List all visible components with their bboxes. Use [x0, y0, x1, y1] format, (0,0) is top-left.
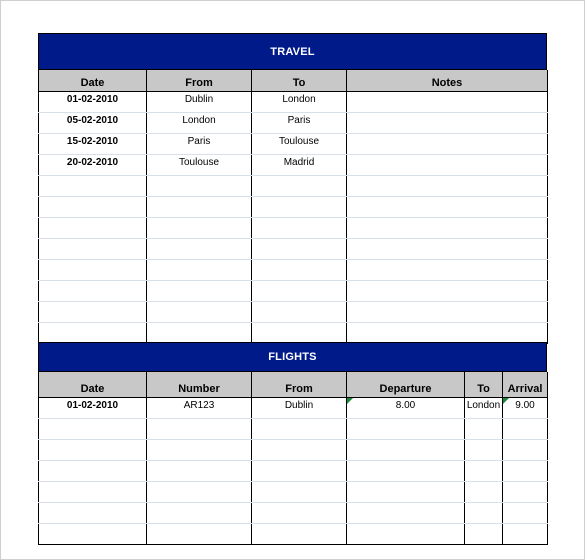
travel-row [39, 134, 548, 155]
flights-row [39, 440, 548, 461]
travel-cell-from[interactable] [147, 218, 252, 239]
travel-row [39, 197, 548, 218]
flights-cell-arrival[interactable] [503, 503, 548, 524]
flights-cell-number[interactable] [147, 461, 252, 482]
flights-cell-from[interactable] [252, 461, 347, 482]
flights-header-departure: Departure [347, 372, 465, 398]
flights-cell-date[interactable]: 01-02-2010 [39, 398, 147, 419]
travel-cell-notes[interactable] [347, 176, 548, 197]
flights-cell-to[interactable] [465, 419, 503, 440]
flights-row [39, 398, 548, 419]
flights-cell-to[interactable] [465, 503, 503, 524]
flights-cell-departure[interactable] [347, 482, 465, 503]
travel-cell-from[interactable] [147, 239, 252, 260]
flights-row [39, 461, 548, 482]
travel-cell-from[interactable]: Dublin [147, 92, 252, 113]
travel-cell-date[interactable] [39, 281, 147, 302]
travel-cell-to[interactable]: Madrid [252, 155, 347, 176]
travel-row [39, 218, 548, 239]
travel-cell-to[interactable]: London [252, 92, 347, 113]
flights-header-from: From [252, 372, 347, 398]
travel-cell-to[interactable] [252, 281, 347, 302]
travel-cell-to[interactable] [252, 197, 347, 218]
travel-cell-notes[interactable] [347, 281, 548, 302]
travel-row [39, 176, 548, 197]
flights-header-to: To [465, 372, 503, 398]
flights-cell-from[interactable] [252, 482, 347, 503]
travel-cell-notes[interactable] [347, 218, 548, 239]
travel-cell-date[interactable]: 15-02-2010 [39, 134, 147, 155]
flights-cell-arrival[interactable] [503, 440, 548, 461]
flights-cell-from[interactable]: Dublin [252, 398, 347, 419]
flights-cell-arrival[interactable]: 9.00 [503, 398, 548, 419]
flights-cell-date[interactable] [39, 419, 147, 440]
flights-cell-number[interactable] [147, 482, 252, 503]
travel-cell-notes[interactable] [347, 260, 548, 281]
travel-header-row [39, 70, 548, 92]
flights-cell-number[interactable] [147, 524, 252, 545]
travel-cell-from[interactable] [147, 302, 252, 323]
travel-row [39, 281, 548, 302]
flights-cell-to[interactable] [465, 440, 503, 461]
travel-cell-date[interactable] [39, 302, 147, 323]
flights-cell-departure[interactable]: 8.00 [347, 398, 465, 419]
travel-cell-to[interactable] [252, 302, 347, 323]
travel-cell-date[interactable]: 01-02-2010 [39, 92, 147, 113]
flights-cell-to[interactable] [465, 524, 503, 545]
travel-row [39, 155, 548, 176]
travel-cell-date[interactable]: 05-02-2010 [39, 113, 147, 134]
flights-cell-date[interactable] [39, 461, 147, 482]
travel-row [39, 239, 548, 260]
travel-cell-date[interactable] [39, 260, 147, 281]
flights-title: FLIGHTS [38, 342, 547, 372]
travel-cell-to[interactable]: Paris [252, 113, 347, 134]
flights-cell-departure[interactable] [347, 461, 465, 482]
flights-row [39, 524, 548, 545]
travel-cell-date[interactable] [39, 239, 147, 260]
travel-title: TRAVEL [38, 33, 547, 70]
travel-cell-notes[interactable] [347, 155, 548, 176]
travel-cell-from[interactable]: London [147, 113, 252, 134]
flights-cell-to[interactable] [465, 461, 503, 482]
flights-cell-departure[interactable] [347, 419, 465, 440]
travel-cell-to[interactable]: Toulouse [252, 134, 347, 155]
travel-cell-from[interactable] [147, 281, 252, 302]
travel-cell-date[interactable] [39, 197, 147, 218]
travel-cell-to[interactable] [252, 323, 347, 344]
travel-cell-from[interactable] [147, 260, 252, 281]
flights-row [39, 482, 548, 503]
travel-cell-to[interactable] [252, 176, 347, 197]
flights-cell-arrival[interactable] [503, 482, 548, 503]
travel-cell-notes[interactable] [347, 323, 548, 344]
travel-cell-from[interactable]: Toulouse [147, 155, 252, 176]
flights-header-number: Number [147, 372, 252, 398]
flights-cell-departure[interactable] [347, 524, 465, 545]
travel-cell-to[interactable] [252, 260, 347, 281]
flights-cell-number[interactable] [147, 503, 252, 524]
flights-cell-departure[interactable] [347, 503, 465, 524]
travel-cell-notes[interactable] [347, 92, 548, 113]
flights-cell-from[interactable] [252, 524, 347, 545]
travel-row [39, 92, 548, 113]
travel-cell-date[interactable]: 20-02-2010 [39, 155, 147, 176]
flights-cell-number[interactable]: AR123 [147, 398, 252, 419]
flights-header-row [39, 372, 548, 398]
travel-row [39, 113, 548, 134]
flights-cell-date[interactable] [39, 482, 147, 503]
flights-cell-from[interactable] [252, 440, 347, 461]
travel-cell-from[interactable] [147, 323, 252, 344]
flights-cell-arrival[interactable] [503, 461, 548, 482]
travel-cell-to[interactable] [252, 239, 347, 260]
travel-cell-from[interactable] [147, 176, 252, 197]
travel-cell-date[interactable] [39, 176, 147, 197]
flights-cell-arrival[interactable] [503, 419, 548, 440]
travel-cell-from[interactable] [147, 197, 252, 218]
flights-cell-number[interactable] [147, 440, 252, 461]
flights-row [39, 419, 548, 440]
travel-cell-date[interactable] [39, 323, 147, 344]
flights-row [39, 503, 548, 524]
travel-header-date: Date [39, 70, 147, 92]
flights-cell-from[interactable] [252, 419, 347, 440]
flights-cell-arrival[interactable] [503, 524, 548, 545]
flights-cell-date[interactable] [39, 524, 147, 545]
travel-cell-notes[interactable] [347, 113, 548, 134]
travel-header-from: From [147, 70, 252, 92]
travel-cell-notes[interactable] [347, 302, 548, 323]
travel-section [38, 33, 547, 344]
flights-header-date: Date [39, 372, 147, 398]
flights-table [38, 372, 548, 545]
flights-cell-number[interactable] [147, 419, 252, 440]
flights-cell-to[interactable]: London [465, 398, 503, 419]
flights-cell-to[interactable] [465, 482, 503, 503]
travel-cell-notes[interactable] [347, 197, 548, 218]
flights-cell-from[interactable] [252, 503, 347, 524]
travel-cell-notes[interactable] [347, 239, 548, 260]
travel-header-notes: Notes [347, 70, 548, 92]
travel-table [38, 70, 548, 344]
travel-header-to: To [252, 70, 347, 92]
flights-section [38, 342, 547, 545]
flights-header-arrival: Arrival [503, 372, 548, 398]
travel-cell-to[interactable] [252, 218, 347, 239]
travel-row [39, 323, 548, 344]
travel-cell-from[interactable]: Paris [147, 134, 252, 155]
travel-row [39, 302, 548, 323]
travel-cell-notes[interactable] [347, 134, 548, 155]
travel-cell-date[interactable] [39, 218, 147, 239]
flights-cell-date[interactable] [39, 440, 147, 461]
flights-cell-date[interactable] [39, 503, 147, 524]
travel-row [39, 260, 548, 281]
flights-cell-departure[interactable] [347, 440, 465, 461]
